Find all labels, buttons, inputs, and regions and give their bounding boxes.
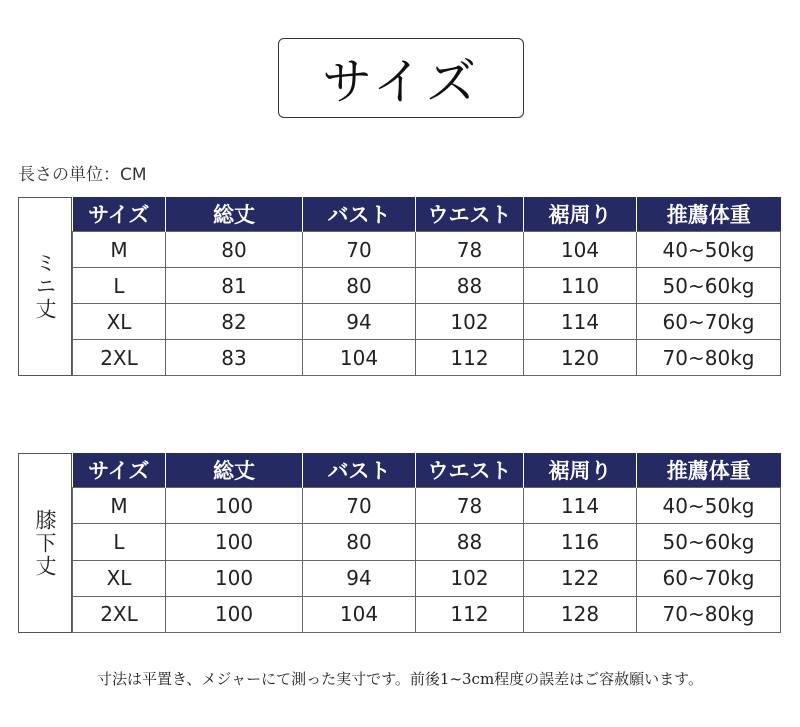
table-cell: 112 <box>416 340 524 376</box>
column-header: サイズ <box>73 197 166 232</box>
table-cell: 100 <box>166 596 303 632</box>
table-cell: 70 <box>303 232 416 268</box>
table-row <box>73 524 781 560</box>
table-cell: 104 <box>303 596 416 632</box>
table-cell: 70 <box>303 488 416 524</box>
side-label-box <box>18 453 72 633</box>
table-cell: 114 <box>524 488 637 524</box>
table-cell: 100 <box>166 524 303 560</box>
column-header: ウエスト <box>416 453 524 488</box>
table-cell: 122 <box>524 560 637 596</box>
table-cell: 94 <box>303 560 416 596</box>
table-cell: 88 <box>416 268 524 304</box>
table-cell: 80 <box>303 268 416 304</box>
page-title: サイズ <box>278 38 524 118</box>
side-label: ミニ丈 <box>33 252 57 321</box>
table-cell: 82 <box>166 304 303 340</box>
table-cell: 116 <box>524 524 637 560</box>
table-row <box>73 232 781 268</box>
table-cell: 112 <box>416 596 524 632</box>
table-cell: 88 <box>416 524 524 560</box>
column-header: 推薦体重 <box>637 453 781 488</box>
table-cell: 104 <box>524 232 637 268</box>
table-cell: 80 <box>166 232 303 268</box>
unit-label: 長さの単位：CM <box>18 165 147 185</box>
column-header: バスト <box>303 197 416 232</box>
table-cell: 50~60kg <box>637 268 781 304</box>
table-row <box>73 488 781 524</box>
size-table-knee <box>72 453 781 633</box>
table-cell: 60~70kg <box>637 560 781 596</box>
table-cell: 83 <box>166 340 303 376</box>
table-cell: 80 <box>303 524 416 560</box>
size-table-mini <box>72 197 781 376</box>
table-cell: 100 <box>166 560 303 596</box>
table-cell: 102 <box>416 304 524 340</box>
table-cell: 128 <box>524 596 637 632</box>
table-cell: 60~70kg <box>637 304 781 340</box>
table-cell: 40~50kg <box>637 232 781 268</box>
table-cell: L <box>73 524 166 560</box>
table-header-row <box>73 453 781 488</box>
table-cell: 40~50kg <box>637 488 781 524</box>
table-cell: 78 <box>416 232 524 268</box>
column-header: 総丈 <box>166 197 303 232</box>
table-row <box>73 560 781 596</box>
table-cell: M <box>73 232 166 268</box>
table-cell: 104 <box>303 340 416 376</box>
table-row <box>73 268 781 304</box>
table-cell: 120 <box>524 340 637 376</box>
table-cell: XL <box>73 560 166 596</box>
table-cell: L <box>73 268 166 304</box>
table-row <box>73 340 781 376</box>
size-block-knee <box>18 453 780 633</box>
table-cell: 2XL <box>73 340 166 376</box>
table-row <box>73 596 781 632</box>
table-cell: 114 <box>524 304 637 340</box>
table-cell: 110 <box>524 268 637 304</box>
table-cell: 70~80kg <box>637 340 781 376</box>
table-cell: 100 <box>166 488 303 524</box>
column-header: 総丈 <box>166 453 303 488</box>
side-label: 膝下丈 <box>33 508 57 578</box>
side-label-box <box>18 197 72 376</box>
table-cell: 81 <box>166 268 303 304</box>
table-cell: XL <box>73 304 166 340</box>
table-cell: 2XL <box>73 596 166 632</box>
table-cell: 94 <box>303 304 416 340</box>
table-cell: M <box>73 488 166 524</box>
column-header: 裾周り <box>524 453 637 488</box>
column-header: 裾周り <box>524 197 637 232</box>
measurement-note: 寸法は平置き、メジャーにて測った実寸です。前後1~3cm程度の誤差はご容赦願います。 <box>97 670 703 688</box>
table-cell: 102 <box>416 560 524 596</box>
table-header-row <box>73 197 781 232</box>
table-row <box>73 304 781 340</box>
table-cell: 50~60kg <box>637 524 781 560</box>
table-cell: 78 <box>416 488 524 524</box>
size-block-mini <box>18 197 780 376</box>
column-header: ウエスト <box>416 197 524 232</box>
column-header: 推薦体重 <box>637 197 781 232</box>
column-header: バスト <box>303 453 416 488</box>
table-cell: 70~80kg <box>637 596 781 632</box>
column-header: サイズ <box>73 453 166 488</box>
